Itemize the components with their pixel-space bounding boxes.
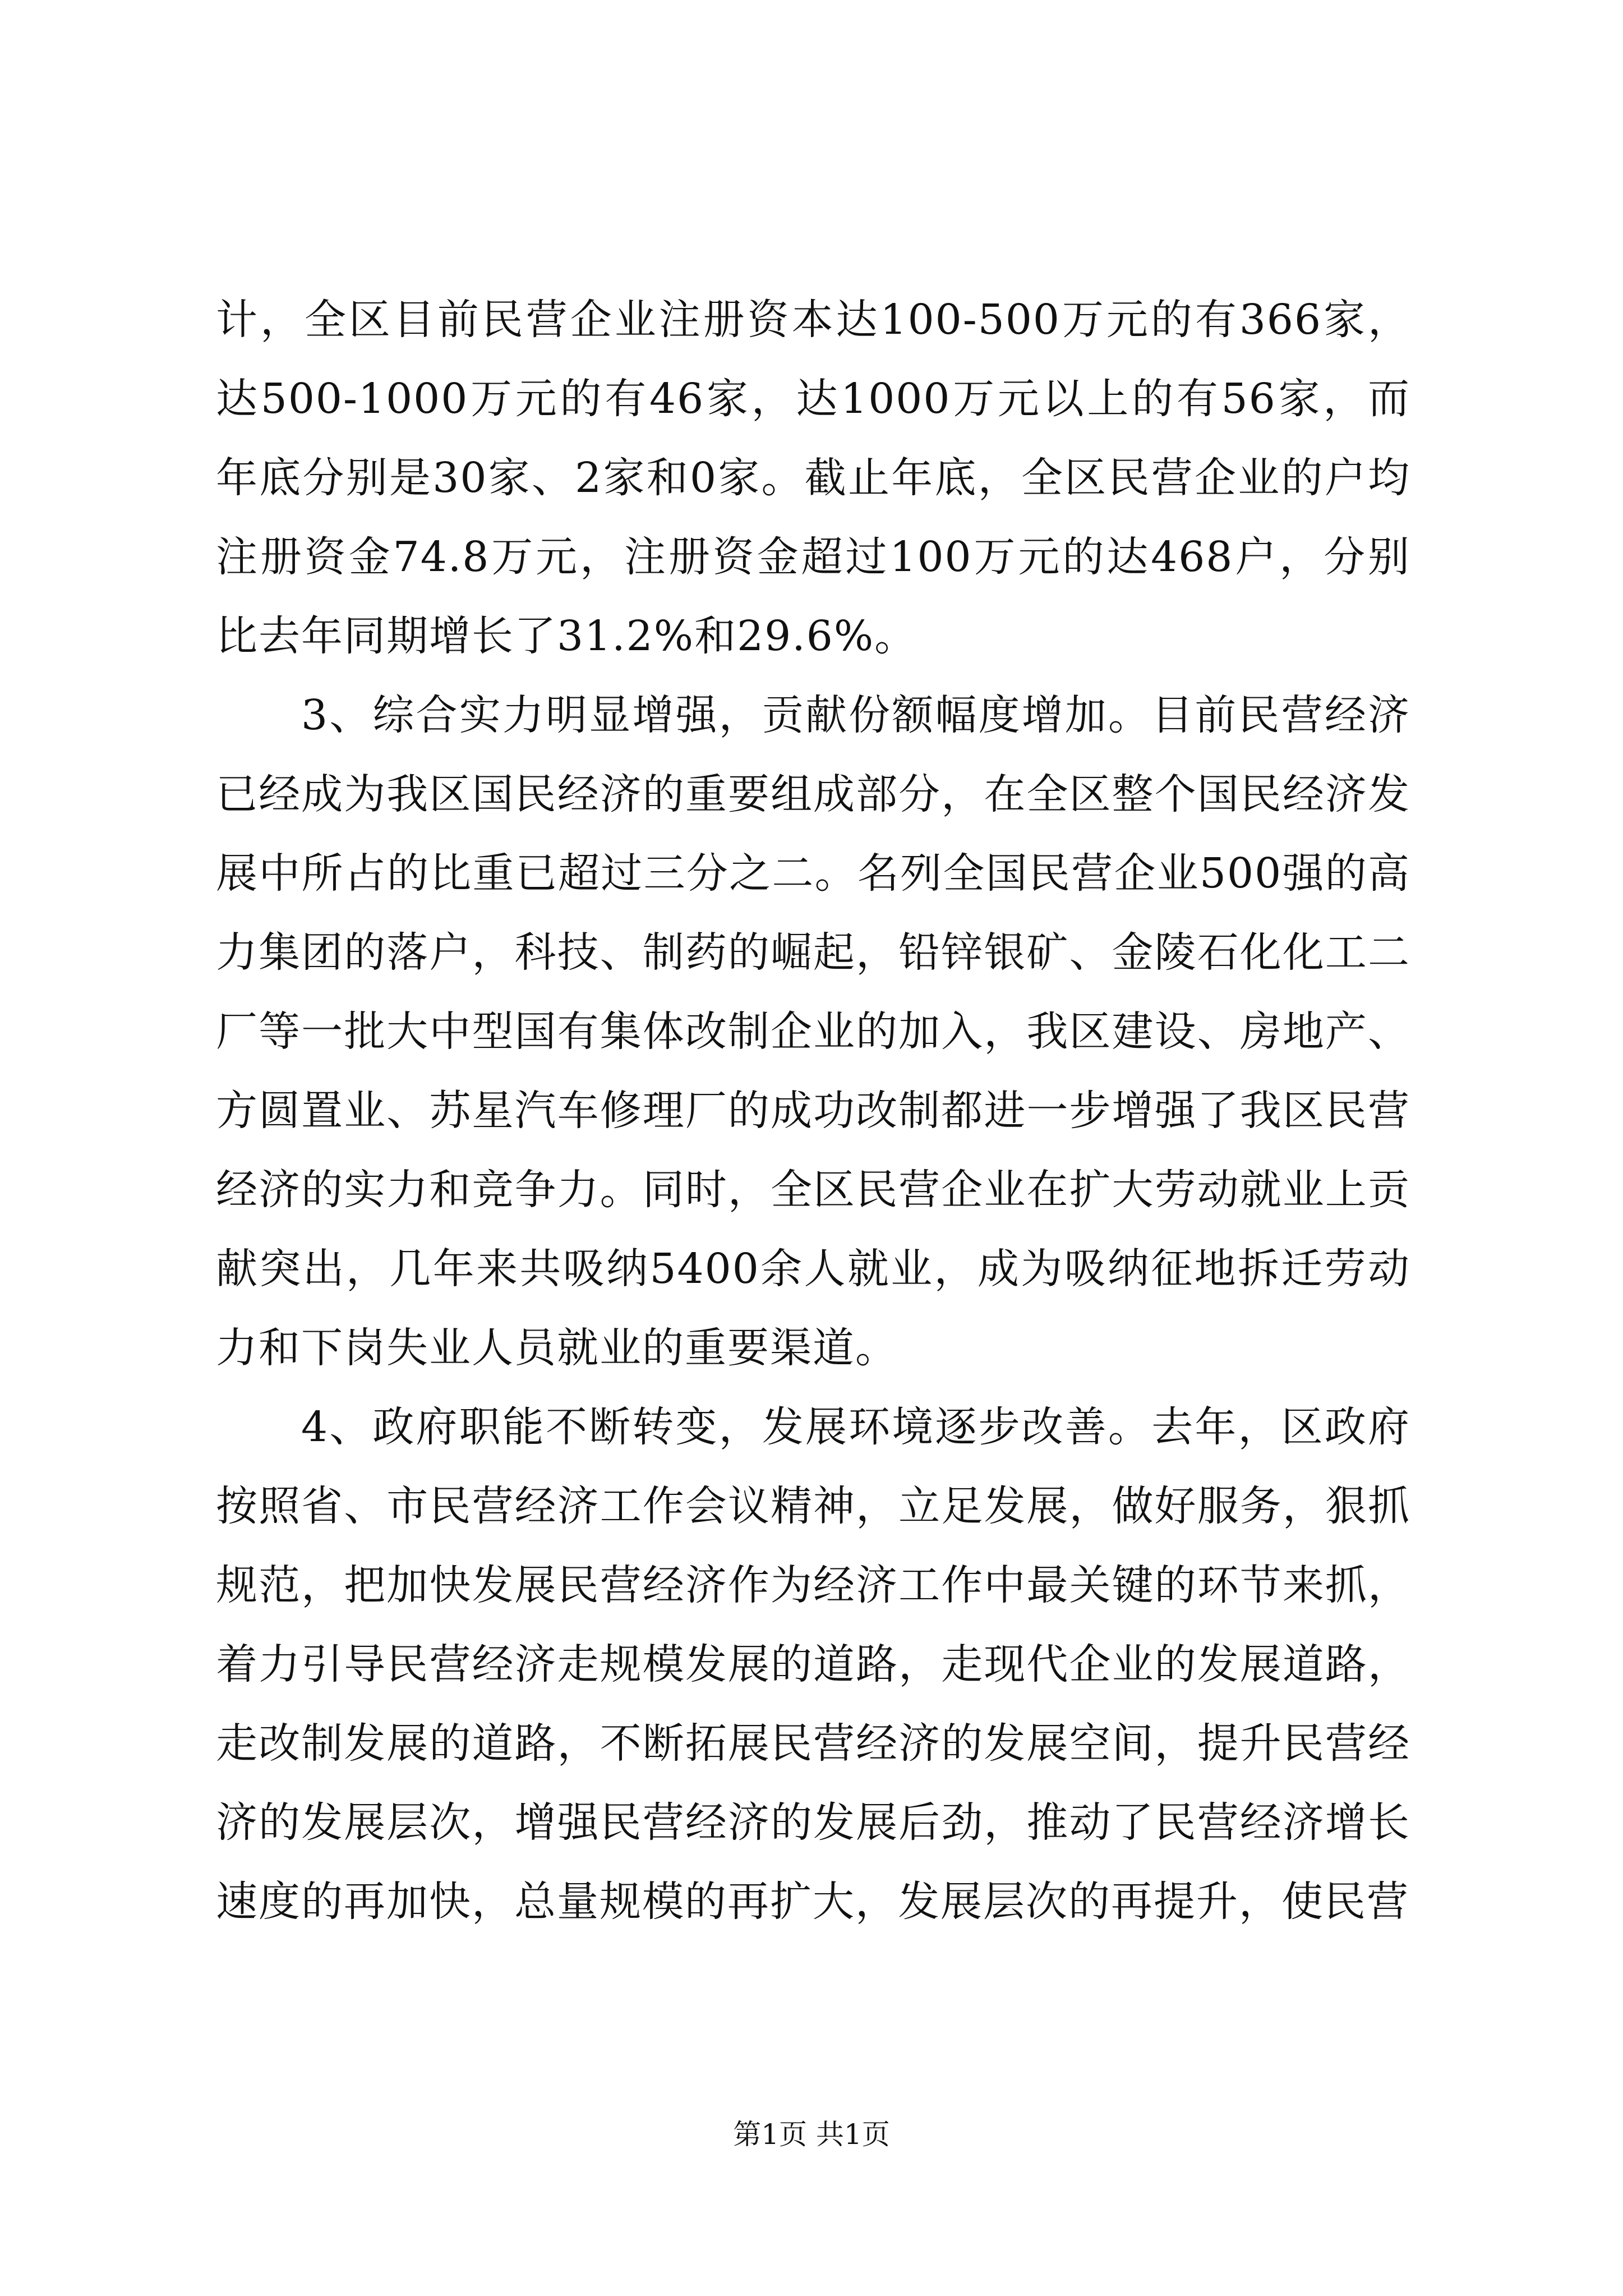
paragraph-continuation: 计，全区目前民营企业注册资本达100-500万元的有366家，达500-1000万元的有46家，达1000万元以上的有56家，而年底分别是30家、2家和0家。截止年底，全区民营企业的户均注册资金74.8万元，注册资金超过100万元的达468户，分别比去年同期增长了31.2%和29.6%。 — [216, 296, 1410, 660]
paragraph-item-4: 4、政府职能不断转变，发展环境逐步改善。去年，区政府按照省、市民营经济工作会议精神，立足发展，做好服务，狠抓规范，把加快发展民营经济作为经济工作中最关键的环节来抓，着力引导民营经济走规模发展的道路，走现代企业的发展道路，走改制发展的道路，不断拓展民营经济的发展空间，提升民营经济的发展层次，增强民营经济的发展后劲，推动了民营经济增长速度的再加快，总量规模的再扩大，发展层次的再提升，使民营 — [216, 1403, 1410, 1926]
body-text — [216, 280, 1410, 1941]
page-footer: 第1页 共1页 — [733, 2118, 890, 2151]
paragraph-item-3: 3、综合实力明显增强，贡献份额幅度增加。目前民营经济已经成为我区国民经济的重要组成部分，在全区整个国民经济发展中所占的比重已超过三分之二。名列全国民营企业500强的高力集团的落户，科技、制药的崛起，铅锌银矿、金陵石化化工二厂等一批大中型国有集体改制企业的加入，我区建设、房地产、方圆置业、苏星汽车修理厂的成功改制都进一步增强了我区民营经济的实力和竞争力。同时，全区民营企业在扩大劳动就业上贡献突出，几年来共吸纳5400余人就业，成为吸纳征地拆迁劳动力和下岗失业人员就业的重要渠道。 — [216, 691, 1410, 1372]
